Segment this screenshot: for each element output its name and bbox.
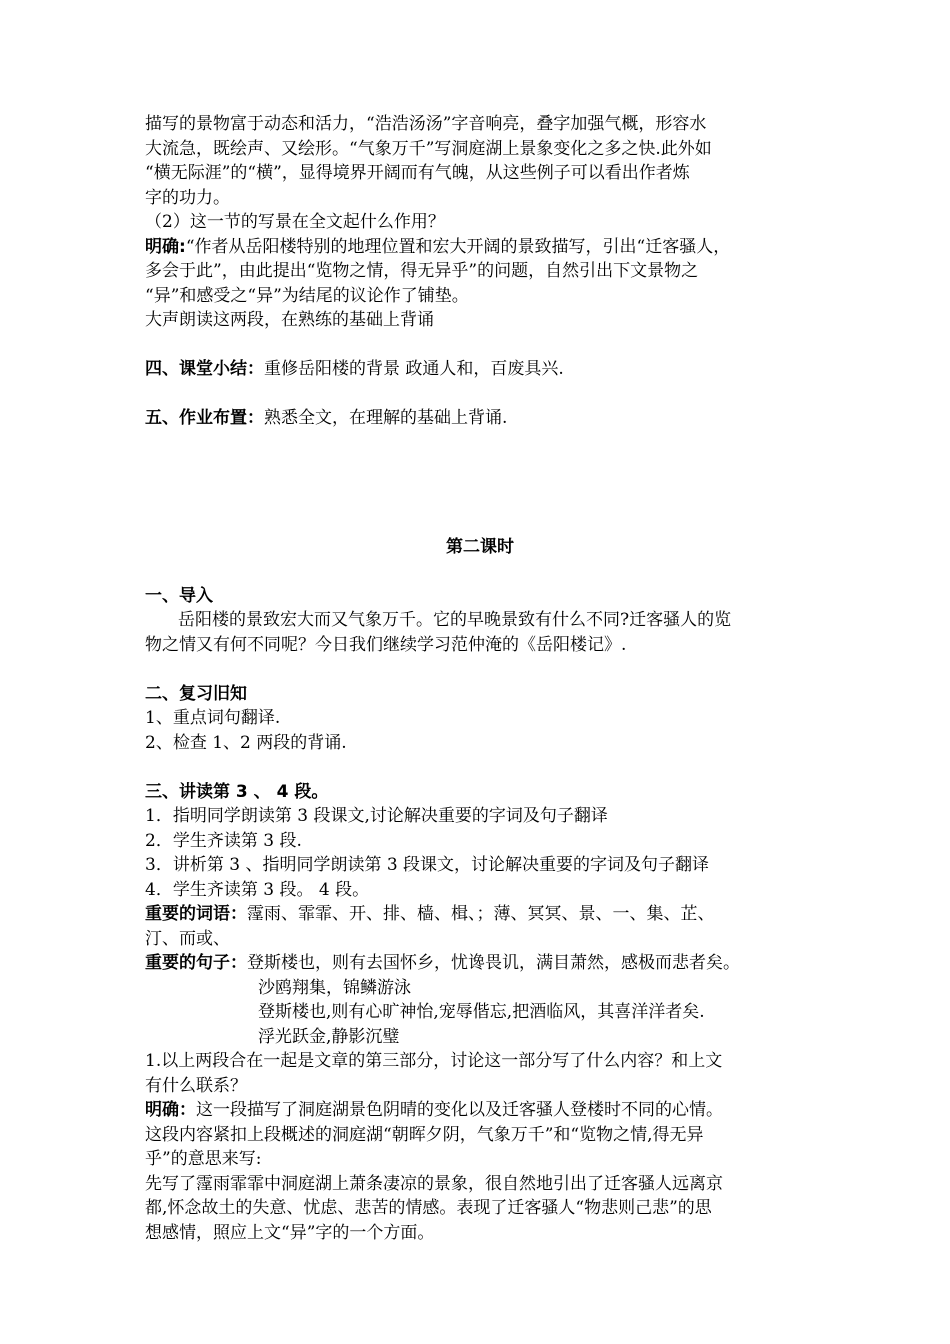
paragraph-line: “横无际涯”的“横”，显得境界开阔而有气魄，从这些例子可以看出作者炼 [145, 163, 690, 183]
intro-text: 岳阳楼的景致宏大而又气象万千。它的早晚景致有什么不同?迁客骚人的览 [178, 610, 732, 630]
homework-line [145, 406, 815, 431]
section-3-item: 1．指明同学朗读第 3 段课文,讨论解决重要的字词及句子翻译 [145, 806, 608, 826]
intro-heading: 一、导入 [145, 585, 213, 606]
section-3-item: 3．讲析第 3 、指明同学朗读第 3 段课文，讨论解决重要的字词及句子翻译 [145, 855, 710, 875]
review-heading: 二、复习旧知 [145, 683, 247, 704]
discussion-question: 有什么联系？ [145, 1075, 247, 1096]
homework-text: 熟悉全文，在理解的基础上背诵. [264, 408, 508, 428]
paragraph-line: 字的功力。 [145, 187, 230, 208]
answer-text: 想感情，照应上文“异”字的一个方面。 [145, 1222, 435, 1243]
summary-line [145, 357, 815, 382]
important-words-text: 汀、而或、 [145, 928, 230, 949]
answer-text: 乎”的意思来写: [145, 1149, 262, 1169]
answer-text: “作者从岳阳楼特别的地理位置和宏大开阔的景致描写，引出“迁客骚人， [185, 236, 731, 257]
document-page [145, 112, 815, 1245]
important-words-label: 重要的词语： [145, 904, 247, 924]
important-sentences-label: 重要的句子： [145, 953, 247, 973]
review-item: 2、检查 1、2 两段的背诵. [145, 732, 347, 753]
sentence: 浮光跃金,静影沉璧 [258, 1026, 400, 1047]
review-item: 1、重点词句翻译. [145, 708, 281, 728]
question-2: （2）这一节的写景在全文起什么作用？ [145, 212, 445, 232]
summary-label: 四、课堂小结： [145, 359, 264, 379]
lesson-2-title: 第二课时 [446, 536, 514, 557]
answer-text: 多会于此”，由此提出“览物之情，得无异乎”的问题，自然引出下文景物之 [145, 261, 699, 281]
sentence: 登斯楼也,则有心旷神怡,宠辱偕忘,把酒临风，其喜洋洋者矣. [258, 1002, 705, 1022]
answer-block-1 [145, 235, 815, 309]
answer-label: 明确： [145, 1100, 196, 1120]
homework-label: 五、作业布置： [145, 408, 264, 428]
answer-line [145, 1098, 815, 1123]
paragraph-line: 大流急，既绘声、又绘形。“气象万千”写洞庭湖上景象变化之多之快.此外如 [145, 138, 712, 159]
sentence: 沙鸥翔集，锦鳞游泳 [258, 977, 411, 998]
important-words [145, 902, 815, 927]
top-paragraph [145, 112, 815, 210]
summary-text: 重修岳阳楼的背景 政通人和，百废具兴. [264, 359, 564, 379]
answer-label: 明确: [145, 236, 186, 257]
section-3-item: 4．学生齐读第 3 段。 4 段。 [145, 879, 370, 900]
sentence: 登斯楼也，则有去国怀乡，忧谗畏讥，满目萧然，感极而悲者矣。 [247, 953, 740, 973]
answer-text: “异”和感受之“异”为结尾的议论作了铺垫。 [145, 285, 469, 306]
discussion-question: 1.以上两段合在一起是文章的第三部分，讨论这一部分写了什么内容？和上文 [145, 1051, 723, 1071]
answer-text: 这段内容紧扣上段概述的洞庭湖“朝晖夕阴，气象万千”和“览物之情,得无异 [145, 1124, 704, 1145]
section-3-heading: 三、讲读第 3 、 4 段。 [145, 781, 329, 802]
intro-text: 物之情又有何不同呢？今日我们继续学习范仲淹的《岳阳楼记》. [145, 634, 627, 655]
answer-text: 先写了霪雨霏霏中洞庭湖上萧条凄凉的景象，很自然地引出了迁客骚人远离京 [145, 1173, 723, 1194]
paragraph-line: 描写的景物富于动态和活力，“浩浩汤汤”字音响亮，叠字加强气概，形容水 [145, 114, 707, 134]
answer-text: 都,怀念故土的失意、忧虑、悲苦的情感。表现了迁客骚人“物悲则己悲”的思 [145, 1198, 712, 1218]
section-3-item: 2．学生齐读第 3 段. [145, 830, 302, 851]
important-sentences [145, 951, 815, 976]
read-aloud-instruction: 大声朗读这两段，在熟练的基础上背诵 [145, 310, 434, 330]
important-words-text: 霪雨、霏霏、开、排、樯、楫、；薄、冥冥、景、一、集、芷、 [247, 904, 715, 924]
answer-text: 这一段描写了洞庭湖景色阴晴的变化以及迁客骚人登楼时不同的心情。 [196, 1100, 723, 1120]
